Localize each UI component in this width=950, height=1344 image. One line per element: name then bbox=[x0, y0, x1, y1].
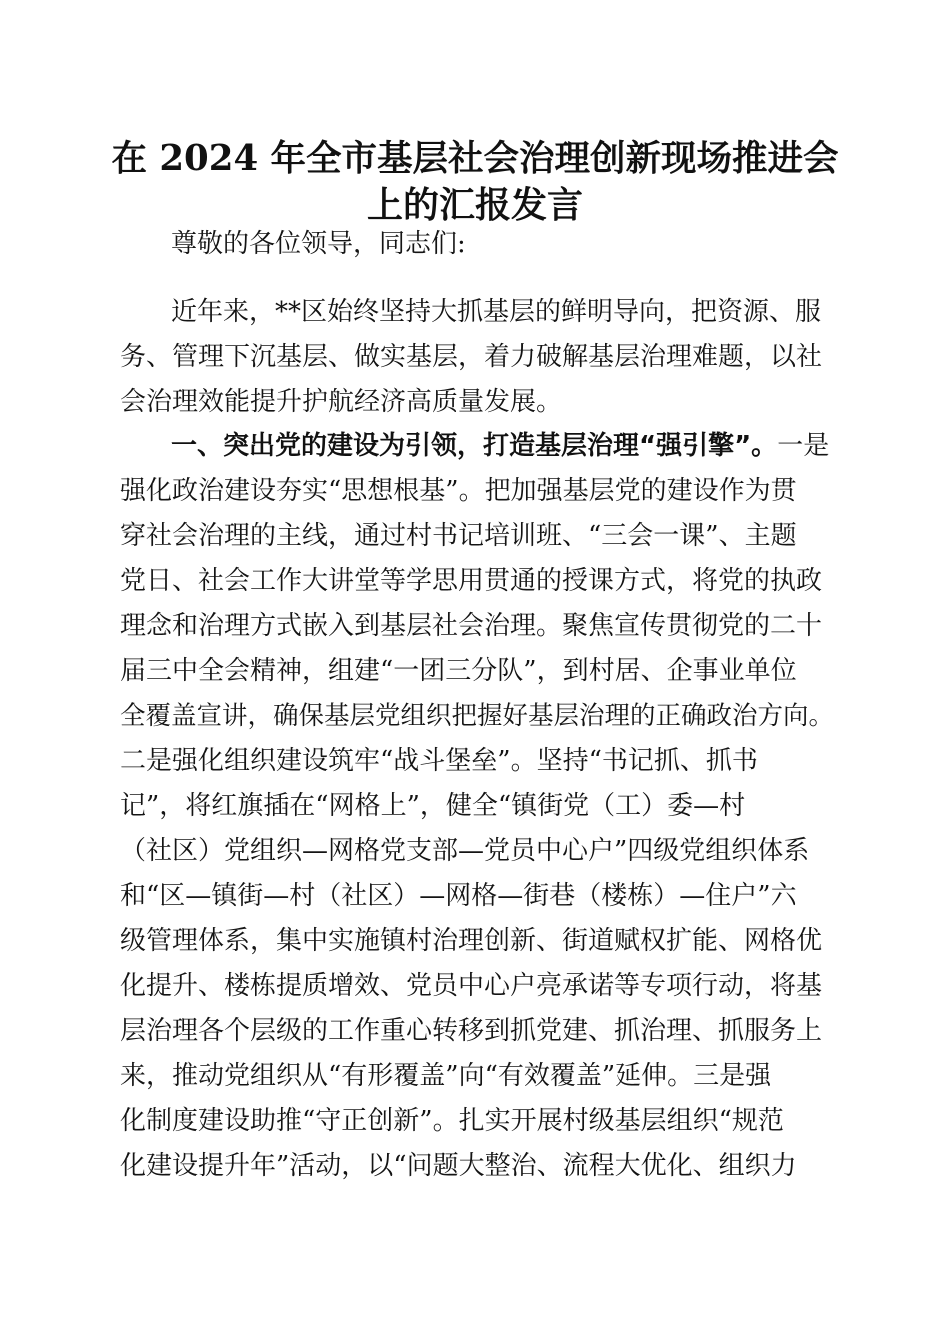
section-1-heading: 一、突出党的建设为引领，打造基层治理“强引擎”。 bbox=[171, 431, 778, 461]
intro-line-1: 近年来，**区始终坚持大抓基层的鲜明导向，把资源、服 bbox=[171, 297, 822, 327]
body-line-6: 全覆盖宣讲，确保基层党组织把握好基层治理的正确政治方向。 bbox=[120, 701, 835, 731]
title-line-1: 在 2024 年全市基层社会治理创新现场推进会 bbox=[111, 138, 839, 179]
section-1-heading-line bbox=[171, 426, 840, 466]
body-line-3: 党日、社会工作大讲堂等学思用贯通的授课方式，将党的执政 bbox=[120, 566, 823, 596]
body-line-9: （社区）党组织—网格党支部—党员中心户”四级党组织体系 bbox=[120, 836, 810, 866]
body-line-1: 强化政治建设夯实“思想根基”。把加强基层党的建设作为贯 bbox=[120, 476, 797, 506]
body-line-7: 二是强化组织建设筑牢“战斗堡垒”。坚持“书记抓、抓书 bbox=[120, 746, 758, 776]
document-title bbox=[110, 136, 840, 228]
intro-line-2: 务、管理下沉基层、做实基层，着力破解基层治理难题，以社 bbox=[120, 342, 823, 372]
salutation: 尊敬的各位领导，同志们: bbox=[171, 229, 466, 259]
body-line-15: 化制度建设助推“守正创新”。扎实开展村级基层组织“规范 bbox=[120, 1106, 784, 1136]
body-line-10: 和“区—镇街—村（社区）—网格—街巷（楼栋）—住户”六 bbox=[120, 881, 797, 911]
section-1-heading-tail: 一是 bbox=[777, 431, 830, 461]
body-line-8: 记”，将红旗插在“网格上”，健全“镇街党（工）委—村 bbox=[120, 791, 746, 821]
body-line-11: 级管理体系，集中实施镇村治理创新、街道赋权扩能、网格优 bbox=[120, 926, 823, 956]
body-line-13: 层治理各个层级的工作重心转移到抓党建、抓治理、抓服务上 bbox=[120, 1016, 823, 1046]
body-line-14: 来，推动党组织从“有形覆盖”向“有效覆盖”延伸。三是强 bbox=[120, 1061, 772, 1091]
title-line-2: 上的汇报发言 bbox=[366, 184, 583, 226]
body-line-12: 化提升、楼栋提质增效、党员中心户亮承诺等专项行动，将基 bbox=[120, 971, 823, 1001]
body-line-16: 化建设提升年”活动，以“问题大整治、流程大优化、组织力 bbox=[120, 1151, 797, 1181]
intro-line-3: 会治理效能提升护航经济高质量发展。 bbox=[120, 387, 563, 417]
body-line-4: 理念和治理方式嵌入到基层社会治理。聚焦宣传贯彻党的二十 bbox=[120, 611, 823, 641]
body-line-5: 届三中全会精神，组建“一团三分队”，到村居、企事业单位 bbox=[120, 656, 797, 686]
body-line-2: 穿社会治理的主线，通过村书记培训班、“三会一课”、主题 bbox=[120, 521, 797, 551]
